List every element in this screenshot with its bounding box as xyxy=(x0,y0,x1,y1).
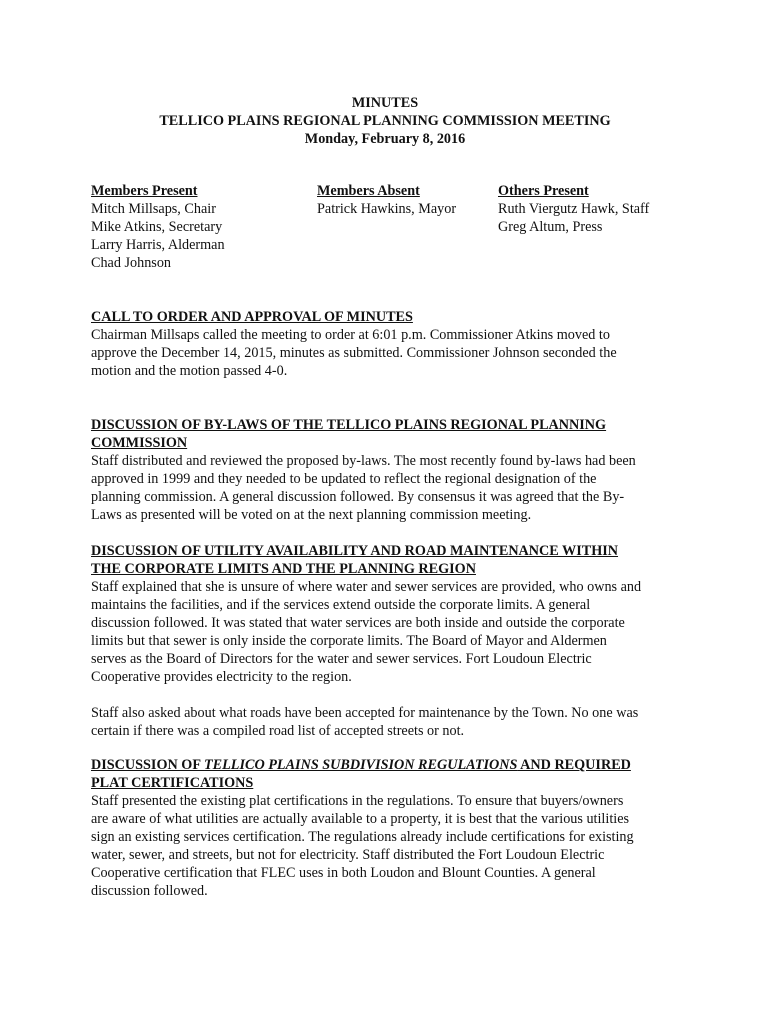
member-name: Mike Atkins, Secretary xyxy=(91,219,223,235)
body-line: Staff distributed and reviewed the proposed by-laws. The most recently found by-laws had been xyxy=(91,453,636,469)
attendance xyxy=(0,182,770,278)
section-bylaws xyxy=(91,416,691,524)
heading-prefix: DISCUSSION OF xyxy=(91,757,205,773)
attendee-name: Greg Altum, Press xyxy=(498,219,603,235)
body-line: planning commission. A general discussion followed. By consensus it was agreed that the By- xyxy=(91,489,625,505)
section-heading: COMMISSION xyxy=(91,435,188,451)
section-heading xyxy=(91,756,691,774)
body-line: discussion followed. xyxy=(91,883,208,899)
body-line: serves as the Board of Directors for the water and sewer services. Fort Loudoun Electric xyxy=(91,651,592,667)
section-call-to-order xyxy=(91,308,691,380)
member-name: Mitch Millsaps, Chair xyxy=(91,201,216,217)
member-name: Patrick Hawkins, Mayor xyxy=(317,201,457,217)
others-present-column xyxy=(498,182,649,236)
meeting-date: Monday, February 8, 2016 xyxy=(304,131,466,147)
members-present-column xyxy=(91,182,225,272)
members-absent-heading: Members Absent xyxy=(317,183,420,199)
section-heading: DISCUSSION OF BY-LAWS OF THE TELLICO PLAINS REGIONAL PLANNING xyxy=(91,417,607,433)
body-line: maintains the facilities, and if the services extend outside the corporate limits. A general xyxy=(91,597,591,613)
attendee-name: Ruth Viergutz Hawk, Staff xyxy=(498,201,650,217)
body-line: approve the December 14, 2015, minutes as submitted. Commissioner Johnson seconded the xyxy=(91,345,617,361)
paragraph-gap xyxy=(91,686,691,704)
body-line: Laws as presented will be voted on at the next planning commission meeting. xyxy=(91,507,532,523)
body-line: limits but that sewer is only inside the corporate limits. The Board of Mayor and Aldermen xyxy=(91,633,607,649)
section-heading: DISCUSSION OF UTILITY AVAILABILITY AND ROAD MAINTENANCE WITHIN xyxy=(91,543,619,559)
body-line: approved in 1999 and they needed to be updated to reflect the regional designation of the xyxy=(91,471,597,487)
section-heading: THE CORPORATE LIMITS AND THE PLANNING REGION xyxy=(91,561,476,577)
member-name: Chad Johnson xyxy=(91,255,172,271)
body-line: Chairman Millsaps called the meeting to order at 6:01 p.m. Commissioner Atkins moved to xyxy=(91,327,610,343)
body-line: Staff explained that she is unsure of where water and sewer services are provided, who owns and xyxy=(91,579,642,595)
body-line: Staff presented the existing plat certifications in the regulations. To ensure that buyers/owners xyxy=(91,793,624,809)
section-utility-availability xyxy=(91,542,691,740)
body-line: Staff also asked about what roads have been accepted for maintenance by the Town. No one was xyxy=(91,705,639,721)
body-line: certain if there was a compiled road list of accepted streets or not. xyxy=(91,723,465,739)
members-absent-column xyxy=(317,182,456,218)
members-present-heading: Members Present xyxy=(91,183,198,199)
others-present-heading: Others Present xyxy=(498,183,589,199)
body-line: discussion followed. It was stated that water services are both inside and outside the corporate xyxy=(91,615,625,631)
section-subdivision-regulations xyxy=(91,756,691,900)
doc-type-title: MINUTES xyxy=(351,95,419,111)
body-line: are aware of what utilities are actually available to a property, it is best that the various utilities xyxy=(91,811,630,827)
document-header xyxy=(0,94,770,148)
heading-italic-title: TELLICO PLAINS SUBDIVISION REGULATIONS xyxy=(204,757,518,773)
body-line: Cooperative certification that FLEC uses in both Loudon and Blount Counties. A general xyxy=(91,865,596,881)
member-name: Larry Harris, Alderman xyxy=(91,237,225,253)
heading-suffix: AND REQUIRED xyxy=(517,757,631,773)
body-line: motion and the motion passed 4-0. xyxy=(91,363,288,379)
meeting-title: TELLICO PLAINS REGIONAL PLANNING COMMISSION MEETING xyxy=(159,113,611,129)
body-line: water, sewer, and streets, but not for electricity. Staff distributed the Fort Loudoun Electric xyxy=(91,847,605,863)
body-line: sign an existing services certification. The regulations already include certifications for existing xyxy=(91,829,634,845)
section-heading: CALL TO ORDER AND APPROVAL OF MINUTES xyxy=(91,309,413,325)
body-line: Cooperative provides electricity to the region. xyxy=(91,669,352,685)
section-heading: PLAT CERTIFICATIONS xyxy=(91,775,254,791)
